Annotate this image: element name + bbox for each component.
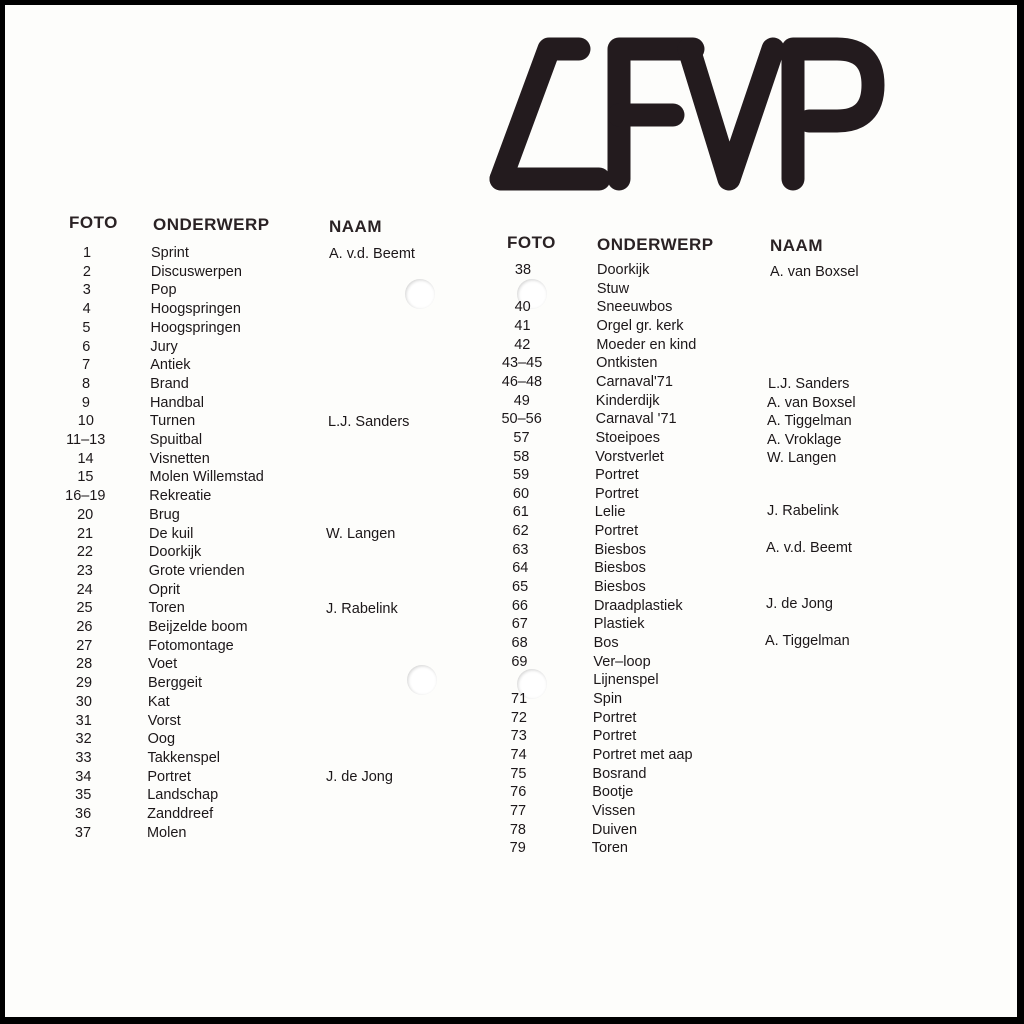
foto-number: 33 <box>75 749 92 766</box>
foto-number: 68 <box>511 635 528 651</box>
foto-number: 22 <box>76 544 93 561</box>
right-name: A. van Boxsel <box>770 264 859 280</box>
onderwerp-text: Ontkisten <box>596 355 658 372</box>
onderwerp-text: Molen Willemstad <box>149 469 264 486</box>
foto-number: 11–13 <box>66 432 106 448</box>
onderwerp-text: Vorstverlet <box>595 448 664 465</box>
right-name: W. Langen <box>767 450 837 466</box>
foto-number: 58 <box>513 448 530 465</box>
foto-number: 65 <box>512 579 529 596</box>
foto-number: 10 <box>77 413 94 430</box>
right-name: J. de Jong <box>766 596 833 612</box>
left-name: J. de Jong <box>326 769 393 785</box>
foto-number: 77 <box>509 802 527 819</box>
foto-number: 79 <box>509 840 526 857</box>
onderwerp-text: Kat <box>147 693 170 710</box>
onderwerp-text: Zanddreef <box>147 806 214 822</box>
right-name: A. Tiggelman <box>767 413 852 429</box>
onderwerp-text: Duiven <box>591 821 638 838</box>
foto-number: 78 <box>509 821 526 838</box>
onderwerp-text: Portret met aap <box>592 746 693 763</box>
onderwerp-text: Plastiek <box>593 616 645 633</box>
left-header-naam: NAAM <box>329 217 382 236</box>
foto-number: 8 <box>82 375 91 392</box>
onderwerp-text: Portret <box>594 485 639 502</box>
onderwerp-text: Draadplastiek <box>593 597 683 614</box>
foto-number: 14 <box>77 450 94 467</box>
foto-number: 36 <box>75 806 92 822</box>
onderwerp-text: Bootje <box>592 784 634 801</box>
onderwerp-text: Hoogspringen <box>150 301 241 318</box>
foto-number: 57 <box>513 429 530 446</box>
onderwerp-text: Takkenspel <box>147 749 221 766</box>
onderwerp-text: Beijzelde boom <box>148 619 248 635</box>
onderwerp-text: Rekreatie <box>149 488 212 505</box>
onderwerp-text: Portret <box>147 768 191 785</box>
foto-number: 41 <box>514 317 531 334</box>
onderwerp-text: Carnaval'71 <box>595 373 673 390</box>
onderwerp-text: Bos <box>593 635 619 651</box>
foto-number: 3 <box>82 282 91 299</box>
onderwerp-text: Biesbos <box>594 541 647 558</box>
foto-number: 74 <box>510 746 527 763</box>
foto-number: 1 <box>82 245 92 261</box>
foto-number: 38 <box>514 262 532 278</box>
right-name: L.J. Sanders <box>768 376 850 392</box>
onderwerp-text: Toren <box>591 840 628 857</box>
foto-number: 29 <box>75 675 93 692</box>
onderwerp-text: Landschap <box>147 787 219 804</box>
left-name: W. Langen <box>326 526 396 542</box>
foto-number: 7 <box>82 357 91 374</box>
foto-number: 25 <box>76 600 93 617</box>
foto-number: 26 <box>76 619 93 635</box>
foto-number: 49 <box>513 392 530 409</box>
onderwerp-text: Biesbos <box>594 579 646 596</box>
foto-number: 73 <box>510 728 527 745</box>
foto-number: 16–19 <box>65 488 106 505</box>
right-name: A. Tiggelman <box>765 633 850 649</box>
onderwerp-text: Doorkijk <box>148 544 202 561</box>
foto-number: 27 <box>76 637 93 654</box>
onderwerp-text: Stoeipoes <box>595 429 660 446</box>
foto-number: 4 <box>82 301 91 318</box>
onderwerp-text: Voet <box>148 656 178 673</box>
foto-number: 6 <box>82 338 91 355</box>
foto-number: 64 <box>512 560 529 577</box>
onderwerp-text: Bosrand <box>592 765 647 782</box>
onderwerp-text: Kinderdijk <box>595 392 660 409</box>
left-header-onderwerp: ONDERWERP <box>153 215 270 234</box>
onderwerp-text: Toren <box>148 600 185 617</box>
onderwerp-text: Biesbos <box>594 560 646 577</box>
foto-number: 21 <box>76 525 94 542</box>
foto-number: 31 <box>75 712 92 729</box>
onderwerp-text: Doorkijk <box>597 262 650 278</box>
document-page <box>5 5 1017 1017</box>
onderwerp-text: Antiek <box>150 357 191 374</box>
onderwerp-text: Grote vrienden <box>148 562 245 579</box>
onderwerp-text: Lelie <box>594 504 626 521</box>
onderwerp-text: Oog <box>147 731 176 748</box>
right-name: A. van Boxsel <box>767 395 856 411</box>
onderwerp-text: Discuswerpen <box>150 263 242 280</box>
foto-number: 46–48 <box>501 373 543 390</box>
onderwerp-text: Vorst <box>147 712 181 729</box>
onderwerp-text: Moeder en kind <box>596 336 697 353</box>
foto-number: 72 <box>510 709 527 726</box>
foto-number: 35 <box>75 787 92 804</box>
foto-number: 59 <box>513 467 530 484</box>
foto-number: 62 <box>512 523 529 540</box>
foto-number: 28 <box>76 656 93 673</box>
onderwerp-text: Stuw <box>596 280 630 297</box>
punch-hole-top <box>405 279 435 309</box>
foto-number: 34 <box>75 768 92 785</box>
foto-number: 67 <box>511 616 528 633</box>
foto-number: 50–56 <box>501 411 542 428</box>
foto-number: 75 <box>510 765 527 782</box>
punch-hole-bottom <box>407 665 437 695</box>
foto-number: 69 <box>511 653 528 670</box>
left-name: J. Rabelink <box>326 601 398 617</box>
foto-number: 2 <box>82 263 91 280</box>
foto-number: 30 <box>75 693 92 710</box>
right-header-onderwerp: ONDERWERP <box>597 235 714 254</box>
onderwerp-text: Turnen <box>149 413 196 430</box>
onderwerp-text: Sprint <box>151 245 189 261</box>
onderwerp-text: Lijnenspel <box>593 672 659 689</box>
right-name: J. Rabelink <box>767 503 839 519</box>
foto-number: 9 <box>81 394 90 411</box>
onderwerp-text: Ver–loop <box>593 653 651 670</box>
onderwerp-text: Portret <box>592 709 637 726</box>
foto-number: 32 <box>75 731 92 748</box>
foto-number: 20 <box>77 506 94 523</box>
foto-number: 24 <box>76 581 93 598</box>
onderwerp-text: Brand <box>150 375 189 392</box>
foto-number: 37 <box>74 824 92 841</box>
foto-number: 60 <box>512 485 530 502</box>
onderwerp-text: Pop <box>150 282 177 299</box>
onderwerp-text: Carnaval '71 <box>595 411 677 428</box>
onderwerp-text: Spuitbal <box>149 432 203 448</box>
onderwerp-text: Berggeit <box>148 675 203 692</box>
onderwerp-text: Visnetten <box>149 450 210 467</box>
right-name: A. Vroklage <box>767 432 842 448</box>
foto-number: 42 <box>514 336 531 353</box>
onderwerp-text: Portret <box>594 523 639 540</box>
foto-number: 43–45 <box>501 355 543 372</box>
foto-number: 76 <box>510 784 527 801</box>
foto-number: 40 <box>514 299 531 316</box>
foto-number: 63 <box>512 541 529 558</box>
foto-number: 61 <box>512 504 529 521</box>
onderwerp-text: Portret <box>595 467 639 484</box>
onderwerp-text: Fotomontage <box>148 637 234 654</box>
onderwerp-text: Spin <box>593 690 623 707</box>
left-name: L.J. Sanders <box>328 414 410 430</box>
foto-number: 15 <box>77 469 94 486</box>
right-header-naam: NAAM <box>770 236 823 255</box>
onderwerp-text: Hoogspringen <box>150 319 241 336</box>
foto-number: 23 <box>76 562 93 579</box>
onderwerp-text: De kuil <box>149 525 194 542</box>
left-name: A. v.d. Beemt <box>329 246 415 262</box>
onderwerp-text: Molen <box>146 824 187 841</box>
onderwerp-text: Handbal <box>149 394 204 411</box>
right-name: A. v.d. Beemt <box>766 540 852 556</box>
foto-number: 66 <box>511 597 528 614</box>
onderwerp-text: Jury <box>150 338 178 355</box>
right-header-foto: FOTO <box>507 233 556 252</box>
onderwerp-text: Orgel gr. kerk <box>596 317 684 334</box>
left-header-foto: FOTO <box>69 213 118 232</box>
foto-number: 71 <box>511 690 528 707</box>
onderwerp-text: Sneeuwbos <box>596 299 673 316</box>
onderwerp-text: Portret <box>592 728 637 745</box>
afvp-logo <box>487 29 887 193</box>
onderwerp-text: Oprit <box>148 581 181 598</box>
onderwerp-text: Vissen <box>592 802 636 819</box>
foto-number: 5 <box>82 319 91 336</box>
onderwerp-text: Brug <box>149 506 180 523</box>
